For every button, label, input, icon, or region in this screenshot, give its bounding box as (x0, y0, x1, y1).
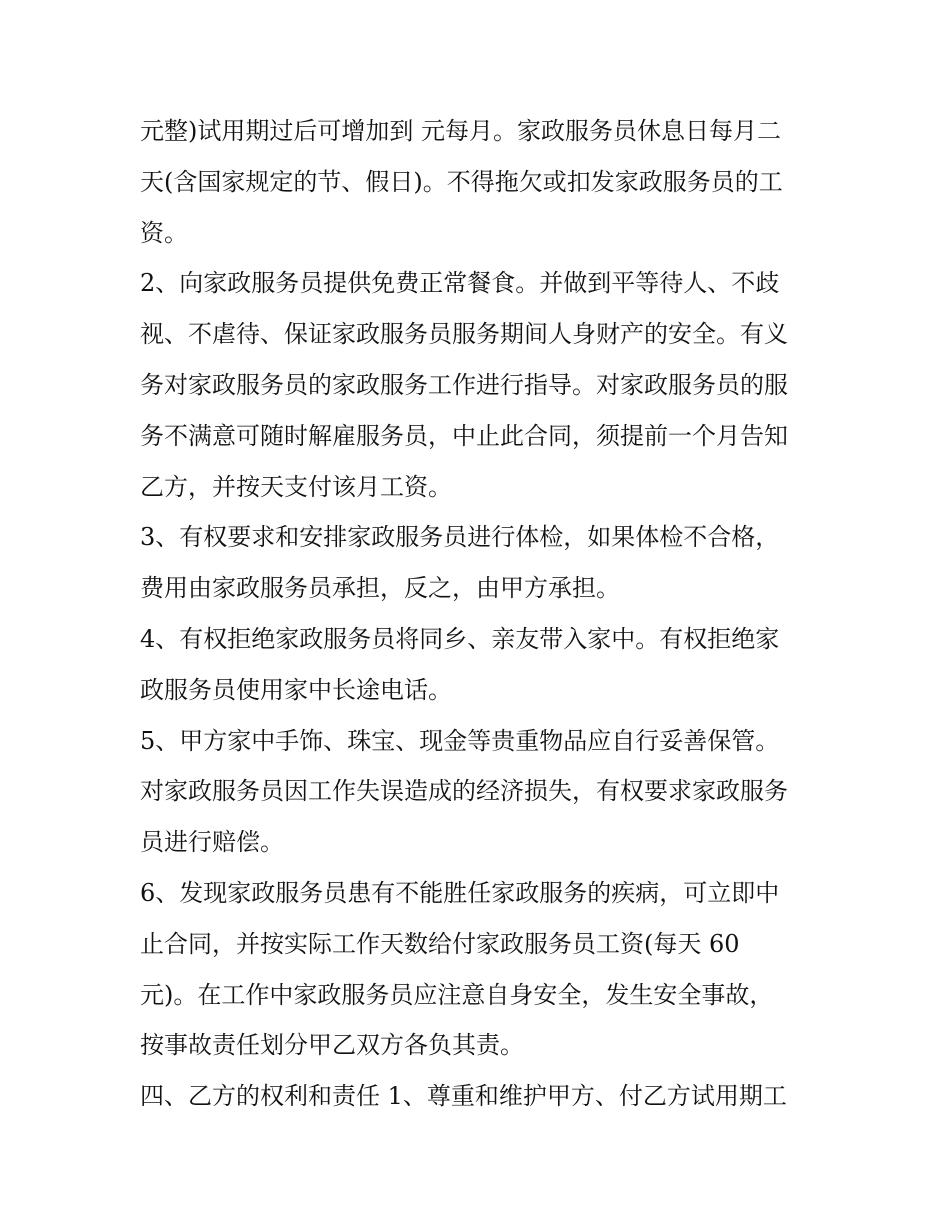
text-line: 元)。在工作中家政服务员应注意自身安全，发生安全事故， (140, 980, 774, 1009)
text-line: 政服务员使用家中长途电话。 (140, 675, 452, 704)
text-line: 4、有权拒绝家政服务员将同乡、亲友带入家中。有权拒绝家 (140, 624, 780, 653)
text-line: 对家政服务员因工作失误造成的经济损失，有权要求家政服务 (140, 777, 788, 806)
text-line: 按事故责任划分甲乙双方各负其责。 (140, 1031, 524, 1060)
text-line: 元整)试用期过后可增加到 元每月。家政服务员休息日每月二 (140, 117, 781, 145)
text-line: 员进行赔偿。 (140, 828, 284, 857)
document-body (140, 106, 830, 1122)
text-line: 3、有权要求和安排家政服务员进行体检，如果体检不合格， (140, 523, 780, 552)
text-line: 视、不虐待、保证家政服务员服务期间人身财产的安全。有义 (140, 320, 788, 349)
text-line: 费用由家政服务员承担，反之，由甲方承担。 (140, 574, 620, 603)
text-line: 6、发现家政服务员患有不能胜任家政服务的疾病，可立即中 (140, 878, 780, 907)
text-line: 乙方，并按天支付该月工资。 (140, 472, 452, 501)
text-line: 四、乙方的权利和责任 1、尊重和维护甲方、付乙方试用期工 (140, 1082, 787, 1111)
text-line: 资。 (140, 218, 188, 247)
text-line: 止合同，并按实际工作天数给付家政服务员工资(每天 60 (140, 929, 740, 958)
text-line: 天(含国家规定的节、假日)。不得拖欠或扣发家政服务员的工 (140, 167, 783, 196)
text-line: 务对家政服务员的家政服务工作进行指导。对家政服务员的服 (140, 370, 788, 399)
text-line: 5、甲方家中手饰、珠宝、现金等贵重物品应自行妥善保管。 (140, 726, 780, 755)
text-line: 务不满意可随时解雇服务员，中止此合同，须提前一个月告知 (140, 421, 788, 450)
text-line: 2、向家政服务员提供免费正常餐食。并做到平等待人、不歧 (140, 269, 780, 298)
